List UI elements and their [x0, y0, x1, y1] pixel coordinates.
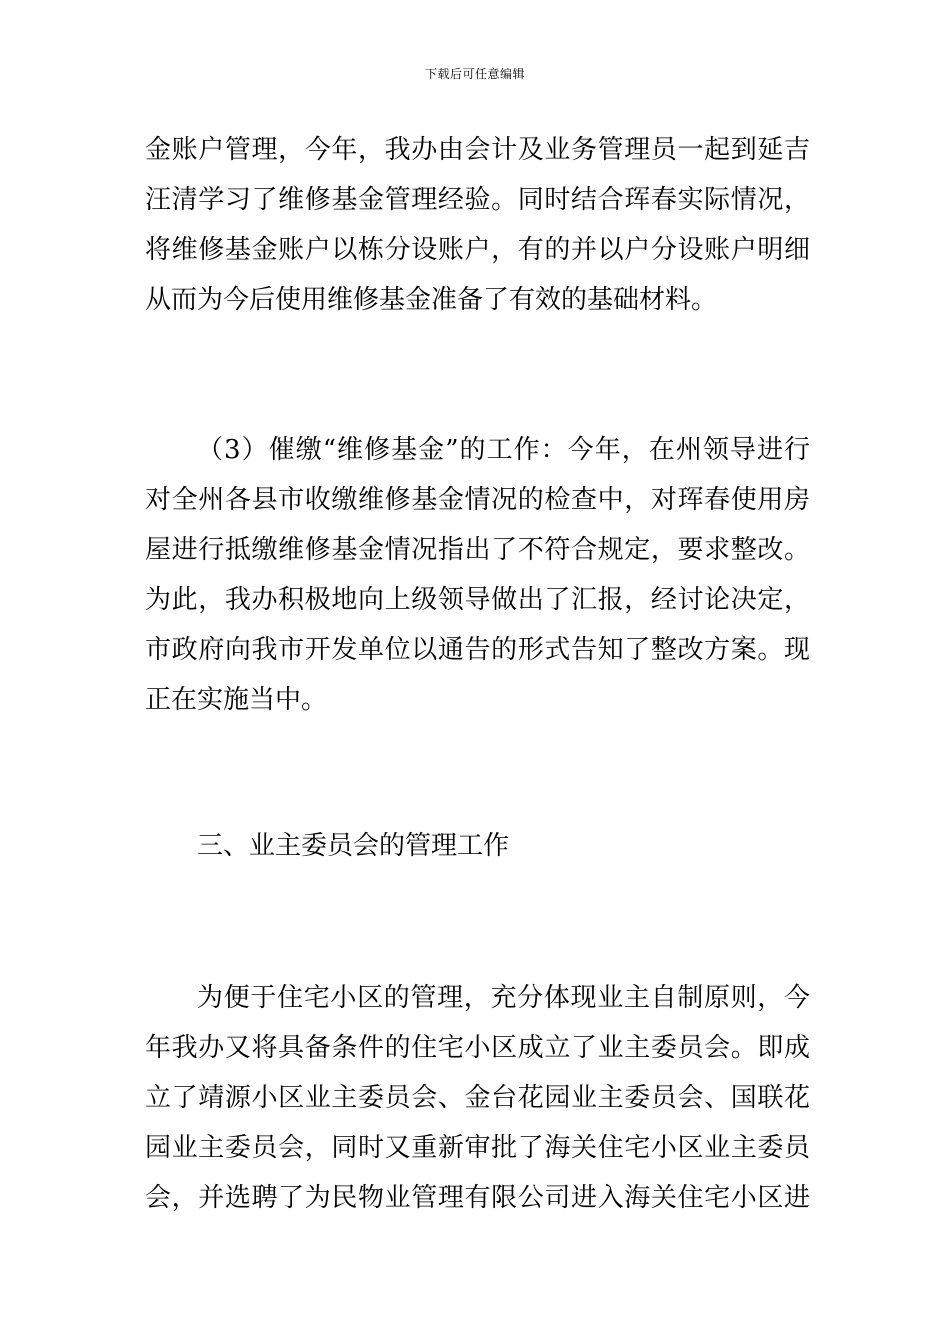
body-line: 会，并选聘了为民物业管理有限公司进入海关住宅小区进 [145, 1183, 810, 1213]
body-line: 园业主委员会，同时又重新审批了海关住宅小区业主委员 [145, 1133, 810, 1163]
body-line: 为便于住宅小区的管理，充分体现业主自制原则，今 [197, 983, 810, 1013]
body-line: 市政府向我市开发单位以通告的形式告知了整改方案。现 [145, 635, 810, 665]
body-line: 年我办又将具备条件的住宅小区成立了业主委员会。即成 [145, 1033, 810, 1063]
body-line: 为此，我办积极地向上级领导做出了汇报，经讨论决定， [145, 585, 810, 615]
section-heading: 三、业主委员会的管理工作 [197, 831, 510, 861]
body-line: （3）催缴“维修基金”的工作：今年，在州领导进行 [197, 435, 810, 465]
body-line: 从而为今后使用维修基金准备了有效的基础材料。 [145, 285, 718, 315]
body-line: 对全州各县市收缴维修基金情况的检查中，对珲春使用房 [145, 485, 810, 515]
body-line: 汪清学习了维修基金管理经验。同时结合珲春实际情况， [145, 185, 810, 215]
page-header: 下载后可任意编辑 [424, 67, 525, 81]
body-line: 屋进行抵缴维修基金情况指出了不符合规定，要求整改。 [145, 535, 810, 565]
body-line: 将维修基金账户以栋分设账户，有的并以户分设账户明细 [145, 235, 810, 265]
body-line: 金账户管理，今年，我办由会计及业务管理员一起到延吉 [145, 135, 810, 165]
body-line: 正在实施当中。 [145, 685, 328, 715]
body-line: 立了靖源小区业主委员会、金台花园业主委员会、国联花 [145, 1083, 810, 1113]
